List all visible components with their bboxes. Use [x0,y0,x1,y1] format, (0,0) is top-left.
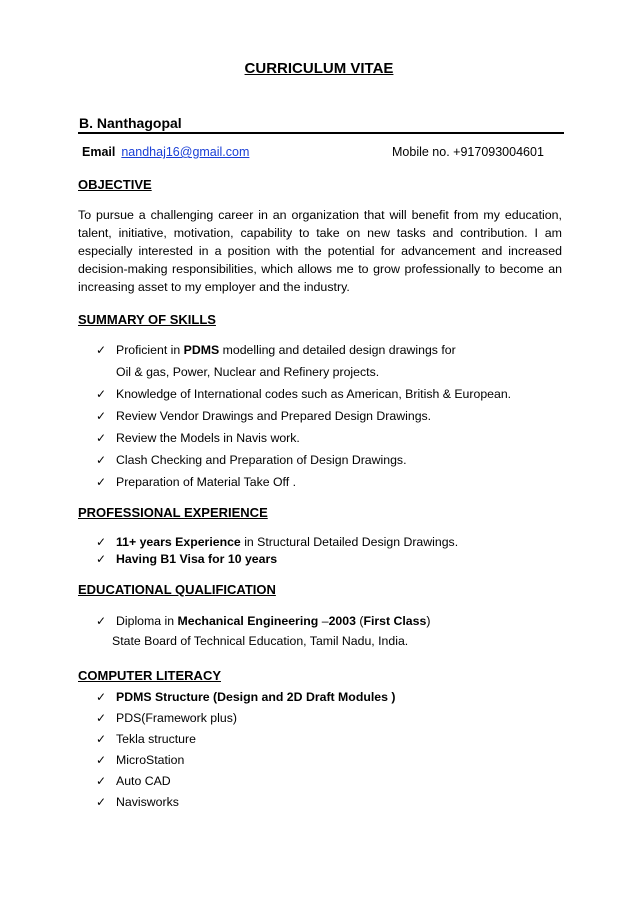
objective-heading: OBJECTIVE [78,177,152,192]
list-item: ✓ Diploma in Mechanical Engineering –2003 (First Class) [96,614,431,628]
email-row [82,145,249,159]
checkmark-icon: ✓ [96,552,107,566]
header-divider [78,132,564,134]
list-item: ✓ Auto CAD [96,774,171,788]
list-item: ✓ Knowledge of International codes such as American, British & European. [96,387,512,401]
checkmark-icon: ✓ [96,409,107,423]
document-title: CURRICULUM VITAE [244,60,394,77]
mobile-number: +917093004601 [453,145,544,159]
mobile-label: Mobile no. [392,145,450,159]
checkmark-icon: ✓ [96,774,107,788]
list-item: ✓ 11+ years Experience in Structural Detailed Design Drawings. [96,535,459,549]
checkmark-icon: ✓ [96,614,107,628]
list-item-continuation: Oil & gas, Power, Nuclear and Refinery projects. [116,365,380,379]
checkmark-icon: ✓ [96,795,107,809]
list-item: ✓ Proficient in PDMS modelling and detailed design drawings for [96,343,456,357]
computer-heading: COMPUTER LITERACY [78,668,221,683]
mobile-row [392,145,544,159]
checkmark-icon: ✓ [96,690,107,704]
list-item: ✓ Preparation of Material Take Off . [96,475,296,489]
list-item: ✓ Having B1 Visa for 10 years [96,552,278,566]
checkmark-icon: ✓ [96,475,107,489]
email-label: Email [82,145,116,159]
checkmark-icon: ✓ [96,535,107,549]
experience-heading: PROFESSIONAL EXPERIENCE [78,505,268,520]
list-item: ✓ PDS(Framework plus) [96,711,237,725]
checkmark-icon: ✓ [96,732,107,746]
objective-text: To pursue a challenging career in an organization that will benefit from my education, talent, initiative, motivation, capability to take on new tasks and contribution. I am especially interested in a position with the potential for advancement and increased decision-making responsibilities, which allows me to grow professionally to become an increasing asset to my employer and the industry. [78,208,562,294]
list-item-continuation: State Board of Technical Education, Tamil Nadu, India. [112,634,409,648]
checkmark-icon: ✓ [96,753,107,767]
checkmark-icon: ✓ [96,387,107,401]
list-item: ✓ Tekla structure [96,732,196,746]
email-link[interactable]: nandhaj16@gmail.com [121,145,250,159]
skills-heading: SUMMARY OF SKILLS [78,312,216,327]
list-item: ✓ PDMS Structure (Design and 2D Draft Modules ) [96,690,396,704]
checkmark-icon: ✓ [96,711,107,725]
list-item: ✓ Clash Checking and Preparation of Design Drawings. [96,453,407,467]
checkmark-icon: ✓ [96,343,107,357]
candidate-name: B. Nanthagopal [79,115,182,131]
list-item: ✓ Navisworks [96,795,179,809]
list-item: ✓ Review Vendor Drawings and Prepared Design Drawings. [96,409,432,423]
checkmark-icon: ✓ [96,431,107,445]
education-heading: EDUCATIONAL QUALIFICATION [78,582,276,597]
list-item: ✓ Review the Models in Navis work. [96,431,300,445]
checkmark-icon: ✓ [96,453,107,467]
list-item: ✓ MicroStation [96,753,185,767]
